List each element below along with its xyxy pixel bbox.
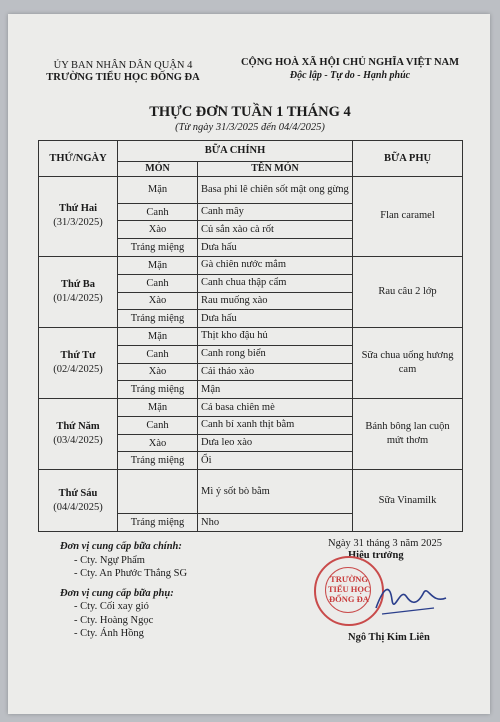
dish-type: Tráng miệng: [118, 239, 198, 257]
side-meal: Bánh bông lan cuộn mứt thơm: [353, 399, 463, 470]
dish-type: Xào: [118, 363, 198, 381]
dish-name: Canh bí xanh thịt bằm: [198, 416, 353, 434]
day-cell: [39, 328, 118, 399]
day-name: Thứ Hai: [58, 203, 98, 215]
header-main-meal: BỮA CHÍNH: [118, 141, 353, 162]
main-supplier-list: [60, 554, 187, 581]
header-side-meal: BỮA PHỤ: [353, 141, 463, 177]
issuer-header: [28, 60, 218, 84]
dish-name: Canh chua thập cẩm: [198, 274, 353, 292]
dish-name: Nho: [198, 514, 353, 532]
signer-role: Hiệu trưởng: [348, 550, 404, 561]
dish-name: Basa phi lê chiên sốt mật ong gừng: [198, 176, 353, 203]
main-supplier-label: Đơn vị cung cấp bữa chính:: [60, 541, 182, 552]
dish-type: Mặn: [118, 399, 198, 417]
day-name: Thứ Năm: [56, 421, 100, 433]
dish-type: Xào: [118, 221, 198, 239]
side-supplier-list: [60, 600, 187, 641]
day-name: Thứ Sáu: [58, 487, 98, 499]
dish-name: Cá basa chiên mè: [198, 399, 353, 417]
dish-type: Canh: [118, 203, 198, 221]
stamp-text-2: TIỂU HỌC: [327, 584, 371, 594]
list-item: - Cty. Ánh Hồng: [74, 627, 187, 641]
dish-type: Canh: [118, 345, 198, 363]
signer-name: Ngô Thị Kim Liên: [348, 632, 430, 643]
day-cell: [39, 257, 118, 328]
dish-name: Dưa hấu: [198, 239, 353, 257]
stamp-text-3: ĐỐNG ĐA: [329, 594, 369, 604]
school-name: TRƯỜNG TIỂU HỌC ĐỐNG ĐA: [46, 72, 200, 83]
nation-name: CỘNG HOÀ XÃ HỘI CHỦ NGHĨA VIỆT NAM: [240, 57, 460, 68]
side-meal: Flan caramel: [353, 176, 463, 256]
header-day: THỨ/NGÀY: [39, 141, 118, 177]
dish-type: Canh: [118, 274, 198, 292]
list-item: - Cty. Ngự Phẩm: [74, 554, 187, 568]
dish-type: Tráng miệng: [118, 452, 198, 470]
side-supplier-label: Đơn vị cung cấp bữa phụ:: [60, 587, 174, 599]
dish-name: Ổi: [198, 452, 353, 470]
day-name: Thứ Tư: [60, 350, 96, 362]
day-cell: [39, 399, 118, 470]
dish-name: Gà chiên nước mắm: [198, 257, 353, 275]
dish-type: Mặn: [118, 176, 198, 203]
dish-type: Xào: [118, 434, 198, 452]
day-cell: [39, 176, 118, 256]
day-date: (01/4/2025): [53, 293, 103, 305]
list-item: - Cty. An Phước Thắng SG: [74, 567, 187, 581]
dish-name: Thịt kho đậu hủ: [198, 328, 353, 346]
dish-name: Củ sắn xào cà rốt: [198, 221, 353, 239]
dish-type: Mặn: [118, 257, 198, 275]
header-dish-name: TÊN MÓN: [198, 161, 353, 176]
day-cell: [39, 470, 118, 532]
day-date: (02/4/2025): [53, 364, 103, 376]
day-date: (04/4/2025): [53, 501, 103, 513]
national-motto: Độc lập - Tự do - Hạnh phúc: [289, 70, 411, 81]
list-item: - Cty. Hoàng Ngọc: [74, 614, 187, 628]
menu-table: [38, 140, 463, 532]
side-meal: Rau câu 2 lớp: [353, 257, 463, 328]
dish-name: Canh rong biển: [198, 345, 353, 363]
dish-name: Rau muống xào: [198, 292, 353, 310]
handwritten-signature: [372, 578, 452, 622]
list-item: - Cty. Cối xay gió: [74, 600, 187, 614]
dish-name: Canh mây: [198, 203, 353, 221]
dish-name: Mận: [198, 381, 353, 399]
side-meal: Sữa Vinamilk: [353, 470, 463, 532]
dish-type: Tráng miệng: [118, 514, 198, 532]
dish-name: Dưa hấu: [198, 310, 353, 328]
national-header: [230, 56, 470, 82]
header-dish-type: MÓN: [118, 161, 198, 176]
district-committee: ỦY BAN NHÂN DÂN QUẬN 4: [53, 60, 193, 71]
dish-name: Mì ý sốt bò bằm: [198, 470, 353, 514]
dish-name: Dưa leo xào: [198, 434, 353, 452]
dish-name: Cải thảo xào: [198, 363, 353, 381]
page-title: THỰC ĐƠN TUẦN 1 THÁNG 4: [149, 104, 351, 120]
dish-type: [118, 470, 198, 514]
sign-date: Ngày 31 tháng 3 năm 2025: [327, 538, 443, 549]
day-date: (03/4/2025): [53, 435, 103, 447]
dish-type: Xào: [118, 292, 198, 310]
dish-type: Tráng miệng: [118, 310, 198, 328]
dish-type: Mặn: [118, 328, 198, 346]
day-date: (31/3/2025): [53, 217, 103, 229]
signature-block: [300, 538, 470, 562]
stamp-text-1: TRƯỜNG: [330, 574, 368, 584]
suppliers-section: [60, 540, 187, 641]
dish-type: Tráng miệng: [118, 381, 198, 399]
dish-type: Canh: [118, 416, 198, 434]
date-range: (Từ ngày 31/3/2025 đến 04/4/2025): [175, 122, 325, 133]
day-name: Thứ Ba: [60, 279, 96, 291]
side-meal: Sữa chua uống hương cam: [353, 328, 463, 399]
